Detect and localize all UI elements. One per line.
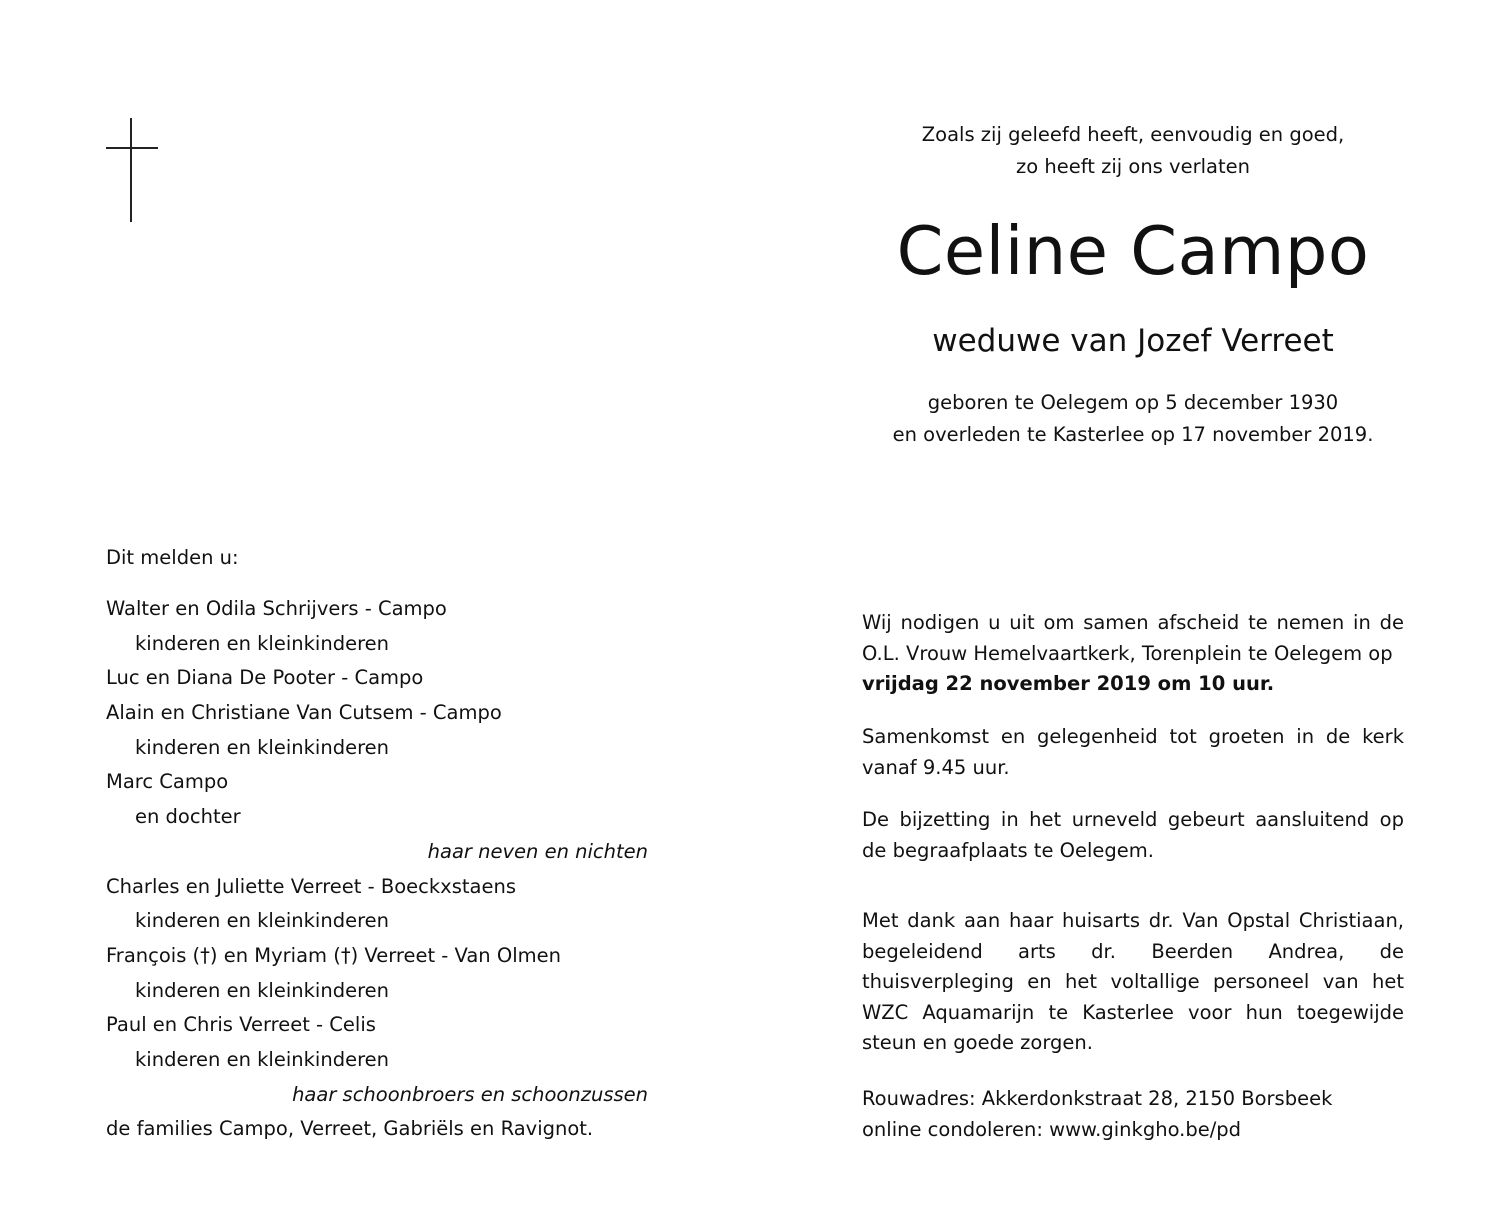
family-line: Charles en Juliette Verreet - Boeckxstaens [106, 874, 516, 898]
burial [862, 805, 1404, 866]
mourning-address: Rouwadres: Akkerdonkstraat 28, 2150 Borsbeek [862, 1087, 1333, 1110]
family-line: Alain en Christiane Van Cutsem - Campo [106, 701, 502, 725]
birth-line: geboren te Oelegem op 5 december 1930 [927, 391, 1339, 414]
invitation-date-time: vrijdag 22 november 2019 om 10 uur. [862, 672, 1275, 695]
death-line: en overleden te Kasterlee op 17 november 2019. [892, 423, 1374, 446]
motto [860, 119, 1406, 183]
contact [862, 1084, 1404, 1145]
motto-line-1: Zoals zij geleefd heeft, eenvoudig en goed, [921, 123, 1345, 146]
family-line: François (†) en Myriam (†) Verreet - Van Olmen [106, 943, 561, 967]
invitation-text: Wij nodigen u uit om samen afscheid te nemen in de O.L. Vrouw Hemelvaartkerk, Torenplein te Oelegem op [862, 611, 1404, 665]
family-line: Walter en Odila Schrijvers - Campo [106, 597, 447, 620]
family-line: kinderen en kleinkinderen [135, 909, 390, 933]
family-line: kinderen en kleinkinderen [135, 735, 390, 759]
family-line: kinderen en kleinkinderen [135, 631, 390, 655]
cross-horizontal-bar [106, 147, 158, 149]
life-dates [860, 387, 1406, 451]
burial-text: De bijzetting in het urneveld gebeurt aansluitend op de begraafplaats te Oelegem. [862, 808, 1404, 862]
family-line: kinderen en kleinkinderen [135, 1047, 390, 1071]
family-relation-line: haar schoonbroers en schoonzussen [292, 1082, 648, 1106]
announcement: Dit melden u: [106, 546, 239, 569]
family-line: en dochter [135, 805, 241, 829]
online-condolences: online condoleren: www.ginkgho.be/pd [862, 1117, 1242, 1141]
family-line: Paul en Chris Verreet - Celis [106, 1013, 376, 1037]
cross-vertical-bar [130, 118, 132, 222]
invitation [862, 608, 1404, 700]
family-line: Marc Campo [106, 770, 229, 794]
deceased-name: Celine Campo [896, 212, 1370, 290]
widow-of: weduwe van Jozef Verreet [932, 323, 1334, 359]
motto-line-2: zo heeft zij ons verlaten [1016, 155, 1250, 178]
thanks-text: Met dank aan haar huisarts dr. Van Opstal Christiaan, begeleidend arts dr. Beerden Andrea, de thuisverpleging en het voltallige personeel van het WZC Aquamarijn te Kasterlee voor hun toegewijde steun en goede zorgen. [862, 909, 1404, 1054]
cross-icon [106, 118, 158, 222]
family-relation-line: haar neven en nichten [427, 839, 648, 863]
family-line: kinderen en kleinkinderen [135, 978, 390, 1002]
family-line: Luc en Diana De Pooter - Campo [106, 666, 424, 690]
family-line: de families Campo, Verreet, Gabriëls en Ravignot. [106, 1117, 594, 1141]
gathering-text: Samenkomst en gelegenheid tot groeten in de kerk vanaf 9.45 uur. [862, 725, 1404, 779]
family-list [106, 594, 648, 1149]
thanks [862, 906, 1404, 1059]
gathering [862, 722, 1404, 783]
